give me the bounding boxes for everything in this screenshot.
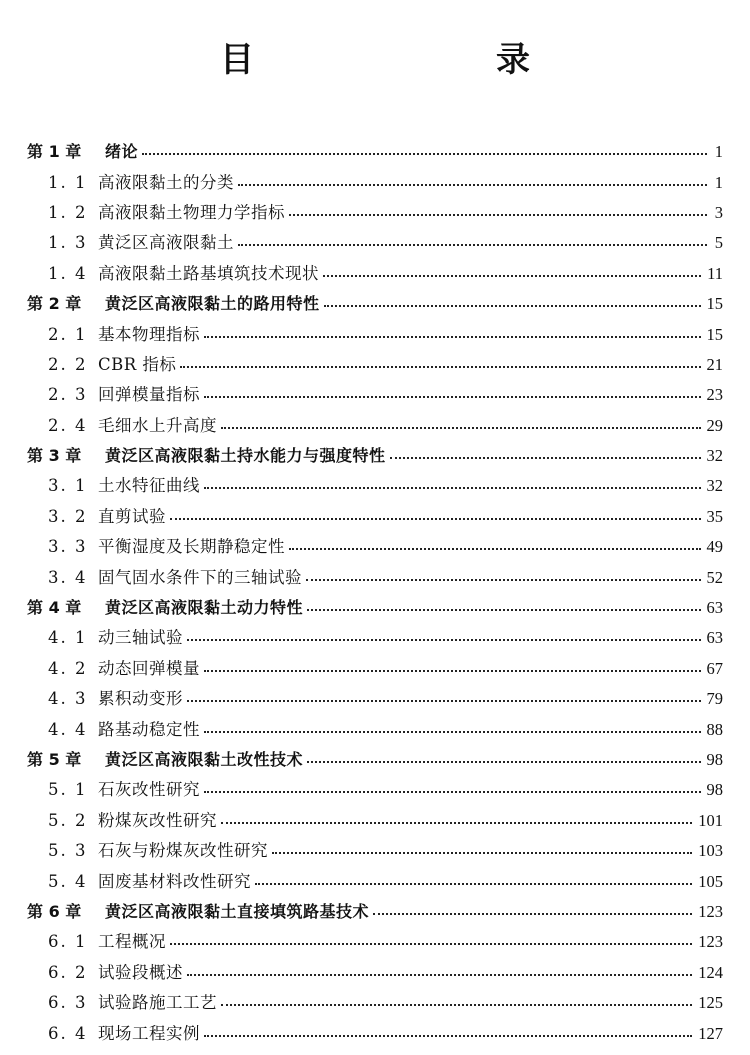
dot-leader — [142, 153, 707, 155]
toc-entry-number: 2. 2 — [48, 354, 88, 374]
toc-page-number: 98 — [706, 750, 723, 769]
dot-leader — [221, 427, 701, 429]
toc-page-number: 29 — [706, 415, 723, 435]
toc-section-row[interactable] — [27, 228, 723, 258]
toc-entry-number: 4. 2 — [48, 658, 88, 678]
toc-entry-title: 累积动变形 — [98, 689, 183, 709]
toc-entry-number: 6. 2 — [48, 962, 88, 982]
dot-leader — [289, 214, 707, 216]
toc-entry-title: 直剪试验 — [98, 506, 166, 526]
toc-page-number: 11 — [707, 263, 723, 283]
toc-entry-title: 土水特征曲线 — [98, 476, 200, 496]
toc-section-row[interactable] — [27, 198, 723, 228]
dot-leader — [187, 639, 701, 641]
dot-leader — [187, 700, 701, 702]
toc-page-number: 127 — [698, 1023, 723, 1043]
toc-page-number: 52 — [706, 567, 723, 587]
toc-entry-number: 6. 4 — [48, 1023, 88, 1043]
dot-leader — [323, 275, 701, 277]
toc-entry-number: 2. 4 — [48, 415, 88, 435]
toc-entry-number: 1. 4 — [48, 263, 88, 283]
dot-leader — [204, 336, 701, 338]
toc-entry-title: 回弹模量指标 — [98, 385, 200, 405]
toc-page-number: 63 — [706, 628, 723, 648]
toc-entry-number: 5. 3 — [48, 841, 88, 861]
toc-page-number: 123 — [698, 901, 723, 921]
toc-section-row[interactable] — [27, 836, 723, 866]
toc-entry-title: 石灰改性研究 — [98, 780, 200, 800]
toc-section-row[interactable] — [27, 623, 723, 653]
dot-leader — [373, 913, 692, 915]
toc-entry-number: 1. 2 — [48, 202, 88, 222]
toc-entry-title: 黄泛区高液限黏土动力特性 — [105, 598, 304, 618]
toc-entry-title: 黄泛区高液限黏土直接填筑路基技术 — [105, 901, 370, 921]
toc-entry-number: 6. 1 — [48, 932, 88, 952]
dot-leader — [204, 791, 701, 793]
toc-page-number: 98 — [706, 780, 723, 800]
toc-section-row[interactable] — [27, 866, 723, 896]
toc-page-number: 124 — [698, 962, 723, 982]
toc-section-row[interactable] — [27, 502, 723, 532]
toc-entry-title: 高液限黏土的分类 — [98, 172, 234, 192]
toc-chapter-row[interactable] — [27, 289, 723, 319]
dot-leader — [187, 974, 692, 976]
toc-entry-title: 固气固水条件下的三轴试验 — [98, 567, 302, 587]
dot-leader — [324, 305, 701, 307]
dot-leader — [204, 487, 701, 489]
dot-leader — [255, 883, 692, 885]
toc-entry-number: 1. 3 — [48, 233, 88, 253]
dot-leader — [221, 822, 692, 824]
toc-entry-number: 3. 3 — [48, 537, 88, 557]
toc-page-number: 21 — [706, 354, 723, 374]
toc-entry-number: 2. 1 — [48, 324, 88, 344]
dot-leader — [180, 366, 700, 368]
toc-entry-number: 第 6 章 — [27, 901, 82, 921]
toc-page-number: 35 — [706, 506, 723, 526]
toc-entry-title: 高液限黏土路基填筑技术现状 — [98, 263, 319, 283]
dot-leader — [289, 548, 701, 550]
toc-entry-title: 绪论 — [105, 142, 139, 162]
dot-leader — [307, 761, 700, 763]
toc-page-number: 1 — [714, 172, 723, 192]
toc-entry-title: 黄泛区高液限黏土改性技术 — [105, 750, 304, 769]
toc-section-row[interactable] — [27, 775, 723, 805]
toc-section-row[interactable] — [27, 562, 723, 592]
dot-leader — [170, 943, 692, 945]
toc-section-row[interactable] — [27, 259, 723, 289]
toc-chapter-row[interactable] — [27, 137, 723, 167]
dot-leader — [272, 852, 692, 854]
toc-section-row[interactable] — [27, 350, 723, 380]
toc-section-row[interactable] — [27, 471, 723, 501]
toc-section-row[interactable] — [27, 1018, 723, 1048]
toc-entry-title: 现场工程实例 — [98, 1023, 200, 1043]
toc-entry-number: 1. 1 — [48, 172, 88, 192]
toc-entry-number: 5. 4 — [48, 871, 88, 891]
toc-entry-number: 第 5 章 — [27, 750, 82, 769]
toc-page-number: 5 — [714, 233, 723, 253]
toc-page-number: 88 — [706, 719, 723, 739]
toc-entry-title: 基本物理指标 — [98, 324, 200, 344]
toc-entry-number: 3. 4 — [48, 567, 88, 587]
toc-page-number: 15 — [706, 324, 723, 344]
toc-entry-title: 动态回弹模量 — [98, 658, 200, 678]
toc-entry-number: 第 2 章 — [27, 294, 82, 314]
toc-page-number: 23 — [706, 385, 723, 405]
toc-page-number: 105 — [698, 871, 723, 891]
table-of-contents — [27, 137, 723, 1049]
toc-entry-title: 固废基材料改性研究 — [98, 871, 251, 891]
toc-page-number: 3 — [714, 202, 723, 222]
dot-leader — [390, 457, 701, 459]
toc-entry-number: 4. 1 — [48, 628, 88, 648]
toc-page-number: 32 — [706, 446, 723, 466]
toc-section-row[interactable] — [27, 714, 723, 744]
dot-leader — [306, 579, 701, 581]
toc-entry-title: 平衡湿度及长期静稳定性 — [98, 537, 285, 557]
dot-leader — [204, 1035, 692, 1037]
toc-page-number: 123 — [698, 932, 723, 952]
toc-entry-title: 黄泛区高液限黏土持水能力与强度特性 — [105, 446, 386, 466]
dot-leader — [221, 1004, 692, 1006]
toc-chapter-row[interactable] — [27, 593, 723, 623]
toc-section-row[interactable] — [27, 654, 723, 684]
toc-entry-title: CBR 指标 — [98, 354, 177, 374]
toc-page-number: 32 — [706, 476, 723, 496]
toc-section-row[interactable] — [27, 167, 723, 197]
toc-entry-title: 黄泛区高液限黏土的路用特性 — [105, 294, 320, 314]
toc-entry-title: 黄泛区高液限黏土 — [98, 233, 234, 253]
toc-entry-number: 4. 4 — [48, 719, 88, 739]
toc-page-number: 63 — [706, 598, 723, 618]
toc-page-number: 49 — [706, 537, 723, 557]
toc-entry-title: 试验段概述 — [98, 962, 183, 982]
dot-leader — [238, 184, 707, 186]
dot-leader — [204, 396, 701, 398]
toc-chapter-row[interactable] — [27, 745, 723, 775]
toc-page-number: 125 — [698, 993, 723, 1013]
toc-entry-title: 石灰与粉煤灰改性研究 — [98, 841, 268, 861]
dot-leader — [238, 244, 707, 246]
toc-page-number: 67 — [706, 658, 723, 678]
dot-leader — [307, 609, 700, 611]
toc-entry-title: 高液限黏土物理力学指标 — [98, 202, 285, 222]
toc-entry-title: 动三轴试验 — [98, 628, 183, 648]
toc-page-number: 103 — [698, 841, 723, 861]
toc-entry-number: 3. 2 — [48, 506, 88, 526]
toc-section-row[interactable] — [27, 532, 723, 562]
toc-section-row[interactable] — [27, 380, 723, 410]
toc-page-number: 101 — [698, 810, 723, 830]
toc-entry-title: 路基动稳定性 — [98, 719, 200, 739]
toc-section-row[interactable] — [27, 927, 723, 957]
toc-section-row[interactable] — [27, 806, 723, 836]
toc-page-number: 79 — [706, 689, 723, 709]
toc-entry-number: 第 3 章 — [27, 446, 82, 466]
toc-section-row[interactable] — [27, 684, 723, 714]
toc-entry-title: 工程概况 — [98, 932, 166, 952]
dot-leader — [170, 518, 701, 520]
toc-entry-number: 第 1 章 — [27, 142, 82, 162]
toc-page-number: 15 — [706, 294, 723, 314]
toc-entry-number: 2. 3 — [48, 385, 88, 405]
toc-section-row[interactable] — [27, 988, 723, 1018]
toc-entry-number: 3. 1 — [48, 476, 88, 496]
toc-page-number: 1 — [714, 142, 723, 162]
toc-entry-number: 第 4 章 — [27, 598, 82, 618]
toc-entry-title: 毛细水上升高度 — [98, 415, 217, 435]
toc-section-row[interactable] — [27, 319, 723, 349]
toc-section-row[interactable] — [27, 958, 723, 988]
toc-entry-title: 试验路施工工艺 — [98, 993, 217, 1013]
toc-entry-number: 4. 3 — [48, 689, 88, 709]
dot-leader — [204, 670, 701, 672]
page-title: 目 录 — [220, 40, 588, 80]
dot-leader — [204, 731, 701, 733]
toc-section-row[interactable] — [27, 411, 723, 441]
toc-entry-number: 5. 2 — [48, 810, 88, 830]
toc-chapter-row[interactable] — [27, 897, 723, 927]
toc-entry-number: 6. 3 — [48, 993, 88, 1013]
toc-chapter-row[interactable] — [27, 441, 723, 471]
toc-entry-title: 粉煤灰改性研究 — [98, 810, 217, 830]
toc-entry-number: 5. 1 — [48, 780, 88, 800]
